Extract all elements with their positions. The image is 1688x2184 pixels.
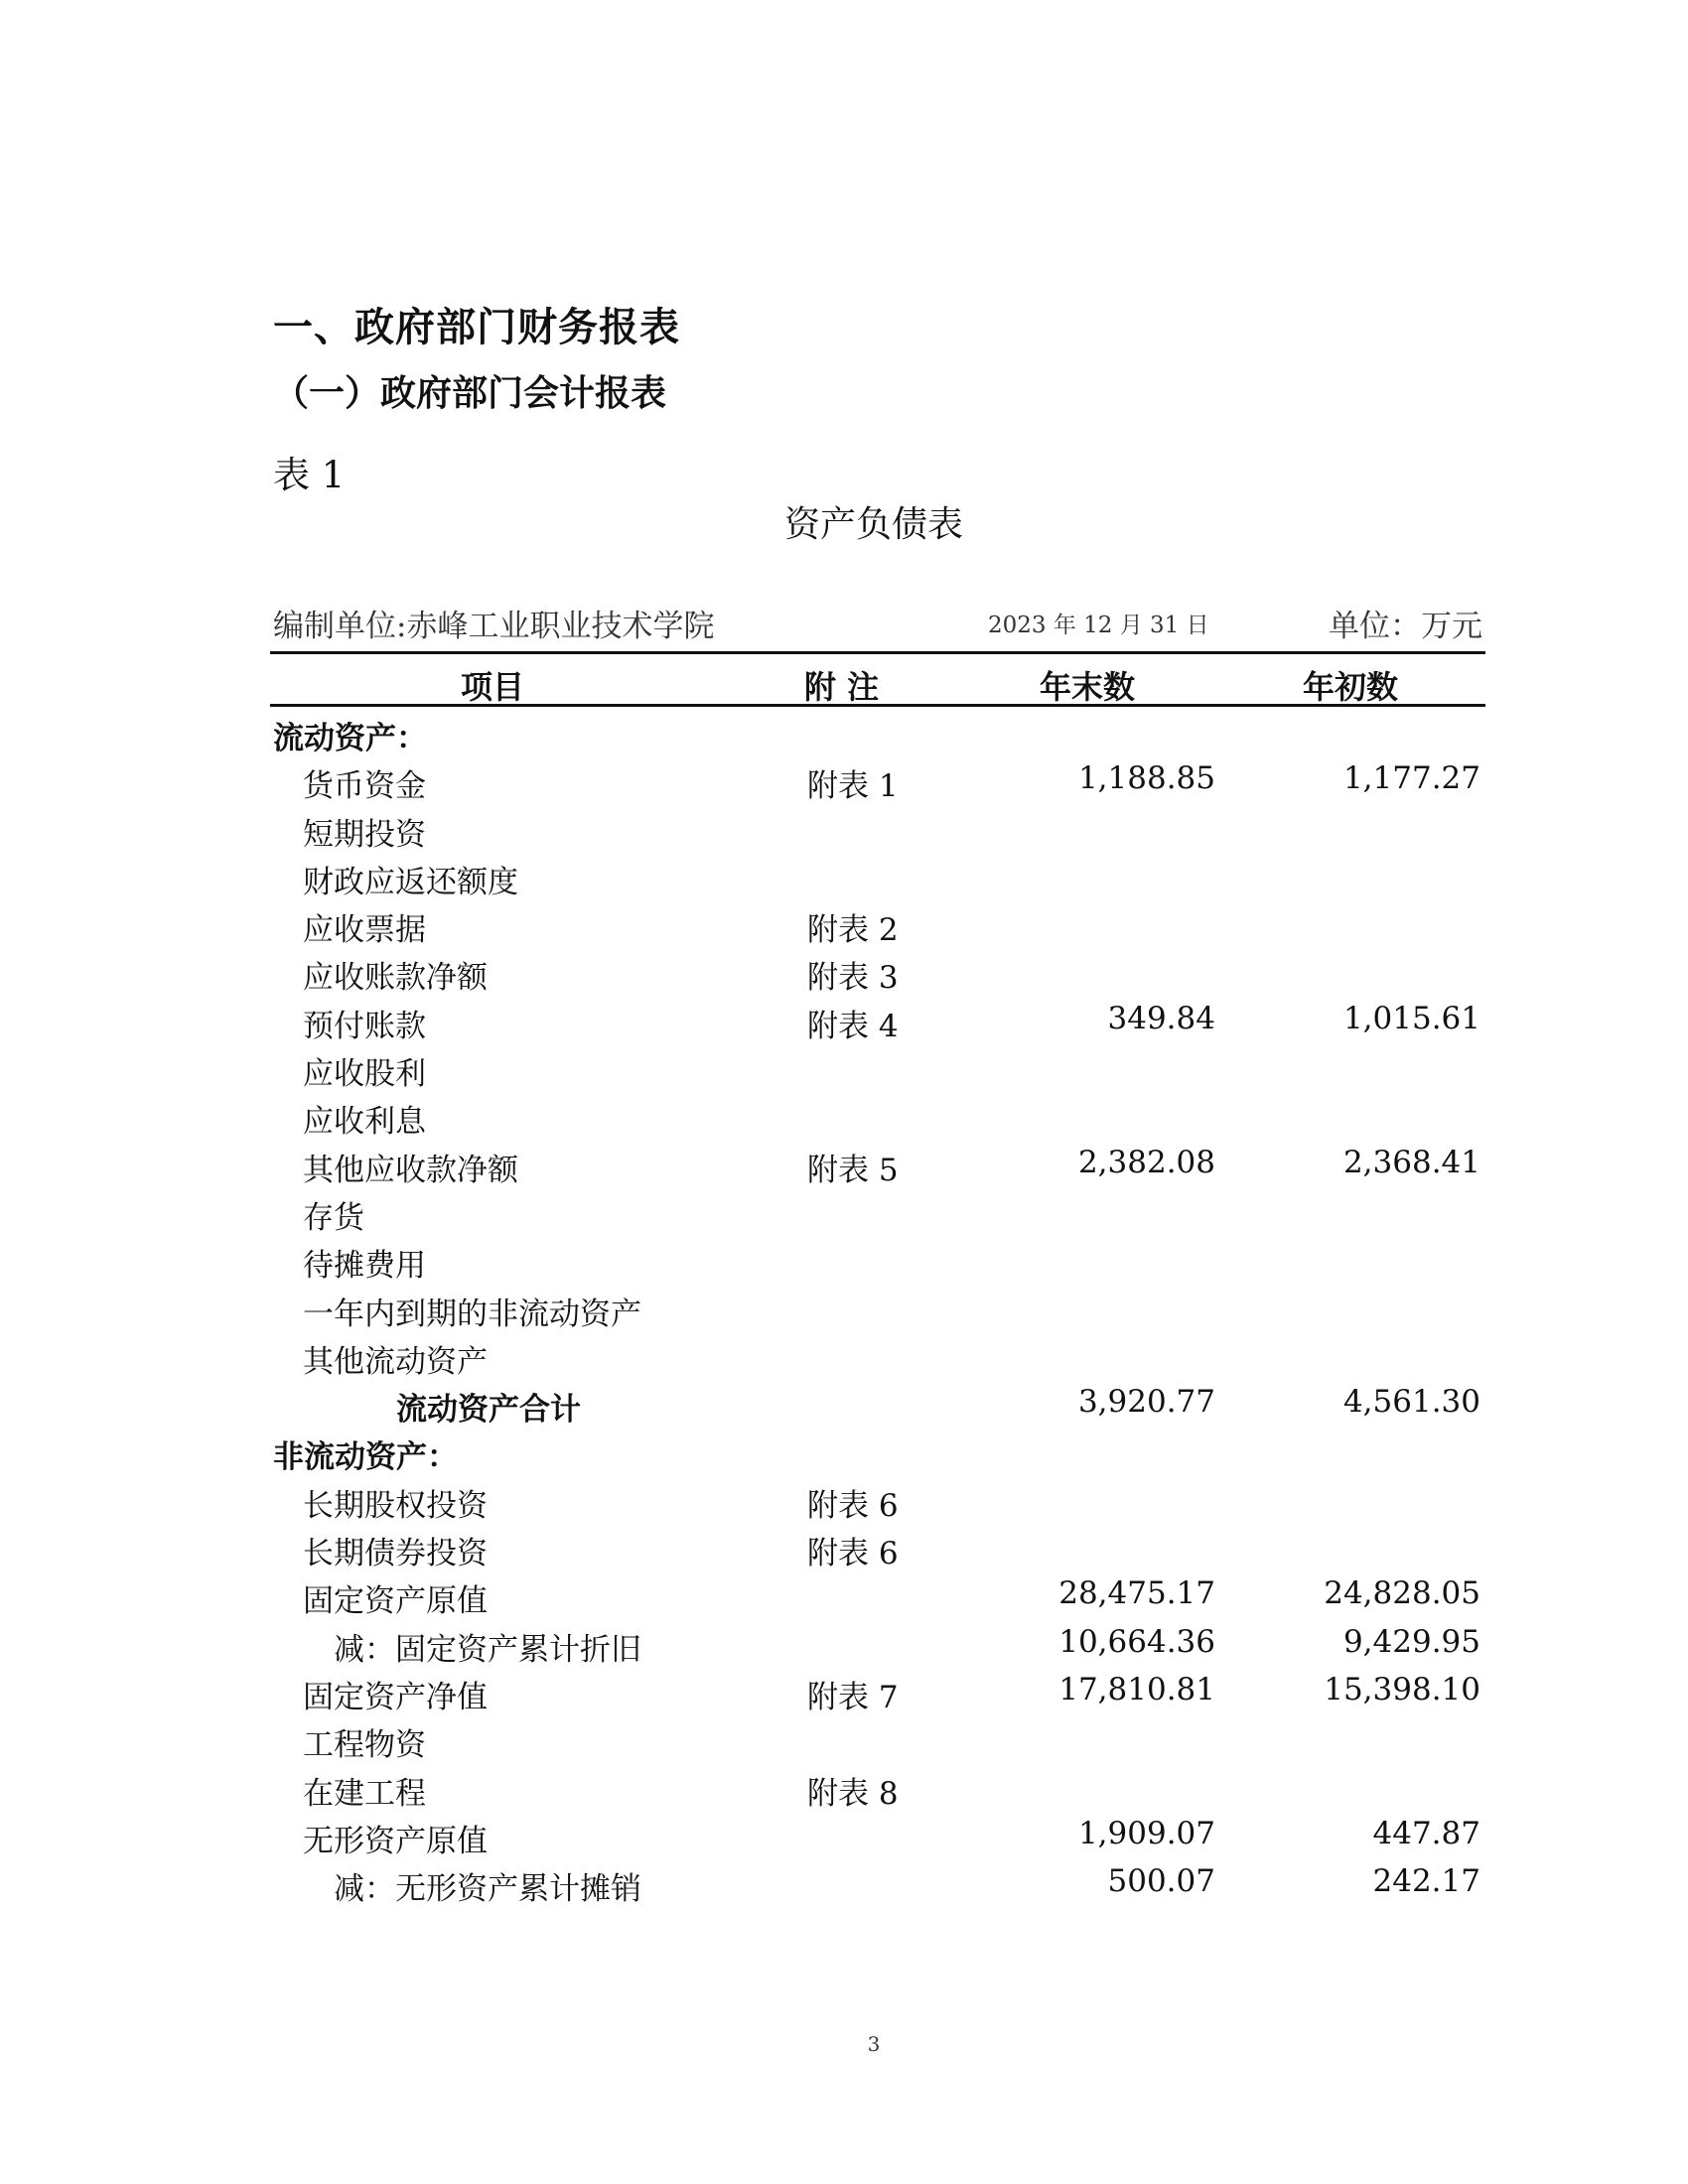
row-note: 附表 6 [807,1487,899,1524]
table-row [270,1234,1485,1285]
table-row [270,1042,1485,1093]
row-year-end: 28,475.17 [1058,1575,1215,1612]
row-year-begin: 1,177.27 [1342,760,1480,797]
row-item: 财政应返还额度 [303,864,518,900]
table-row [270,1474,1485,1522]
row-item: 固定资产净值 [303,1679,488,1715]
row-note: 附表 4 [807,1008,899,1044]
row-item: 应收票据 [303,912,426,949]
table-row [270,995,1485,1042]
table-label: 表 1 [273,454,346,496]
row-year-begin: 15,398.10 [1324,1671,1480,1707]
row-note: 附表 2 [807,912,899,949]
row-item: 待摊费用 [303,1248,426,1285]
table-row [270,1522,1485,1570]
row-year-end: 1,909.07 [1077,1815,1215,1851]
table-row [270,1090,1485,1141]
column-header-year-end: 年末数 [1040,668,1136,706]
section-heading: 一、政府部门财务报表 [273,305,680,350]
row-note: 附表 7 [807,1679,899,1715]
row-year-end: 2,382.08 [1077,1144,1215,1180]
row-item: 存货 [303,1199,364,1236]
table-header [270,651,1485,707]
row-item: 无形资产原值 [303,1823,488,1859]
table-row [270,803,1485,851]
row-year-begin: 24,828.05 [1324,1575,1480,1612]
table-row-total [270,1378,1485,1429]
row-year-begin: 4,561.30 [1342,1384,1480,1421]
row-year-begin: 1,015.61 [1342,1000,1480,1036]
row-year-end: 17,810.81 [1058,1671,1215,1707]
row-item: 其他流动资产 [303,1343,488,1380]
page-number: 3 [867,2032,881,2056]
table-row [270,754,1485,805]
row-item: 减：无形资产累计摊销 [334,1871,641,1908]
column-header-item: 项目 [461,668,525,706]
row-item: 应收股利 [303,1056,426,1093]
row-year-end: 3,920.77 [1077,1384,1215,1421]
row-year-end: 10,664.36 [1058,1623,1215,1660]
row-item: 预付账款 [303,1008,426,1044]
row-item: 长期股权投资 [303,1487,488,1524]
table-row [270,1810,1485,1857]
row-note: 附表 5 [807,1152,899,1188]
row-year-begin: 9,429.95 [1342,1623,1480,1660]
row-note: 附表 1 [807,768,899,805]
table-row [270,1426,1485,1476]
row-note: 附表 8 [807,1775,899,1812]
row-year-begin: 2,368.41 [1342,1144,1480,1180]
table-row [270,1330,1485,1378]
row-item: 应收账款净额 [303,960,488,997]
row-item: 货币资金 [303,768,426,805]
row-item: 应收利息 [303,1104,426,1141]
row-item: 短期投资 [303,816,426,853]
row-item: 固定资产原值 [303,1583,488,1620]
row-year-begin: 447.87 [1372,1815,1480,1851]
row-item: 流动资产： [273,721,427,756]
table-row [270,707,1485,754]
row-year-begin: 242.17 [1372,1863,1480,1900]
table-row [270,898,1485,949]
table-row [270,1139,1485,1186]
row-year-end: 500.07 [1107,1863,1215,1900]
column-header-note: 附 注 [804,668,880,706]
row-item: 在建工程 [303,1775,426,1812]
balance-sheet-table [270,651,1485,1908]
subsection-heading: （一）政府部门会计报表 [273,373,667,414]
report-meta [273,601,1482,650]
report-date: 2023 年 12 月 31 日 [988,613,1209,638]
table-row [270,1570,1485,1620]
table-row [270,1283,1485,1330]
report-title: 资产负债表 [783,504,963,545]
column-header-year-begin: 年初数 [1303,668,1399,706]
row-item: 非流动资产： [273,1439,458,1476]
table-row [270,1762,1485,1810]
row-note: 附表 6 [807,1536,899,1572]
table-row [270,1618,1485,1666]
row-item: 长期债券投资 [303,1536,488,1572]
preparing-unit: 编制单位:赤峰工业职业技术学院 [273,609,715,644]
table-row [270,946,1485,997]
row-year-end: 1,188.85 [1077,760,1215,797]
row-year-end: 349.84 [1107,1000,1215,1036]
row-item: 流动资产合计 [396,1392,581,1429]
table-row [270,851,1485,898]
row-note: 附表 3 [807,960,899,997]
row-item: 其他应收款净额 [303,1152,518,1188]
row-item: 一年内到期的非流动资产 [303,1296,641,1332]
table-row [270,1186,1485,1234]
currency-unit: 单位：万元 [1329,609,1482,644]
table-row [270,1666,1485,1713]
row-item: 减：固定资产累计折旧 [334,1631,641,1668]
table-row [270,1857,1485,1908]
row-item: 工程物资 [303,1727,426,1764]
table-row [270,1713,1485,1764]
